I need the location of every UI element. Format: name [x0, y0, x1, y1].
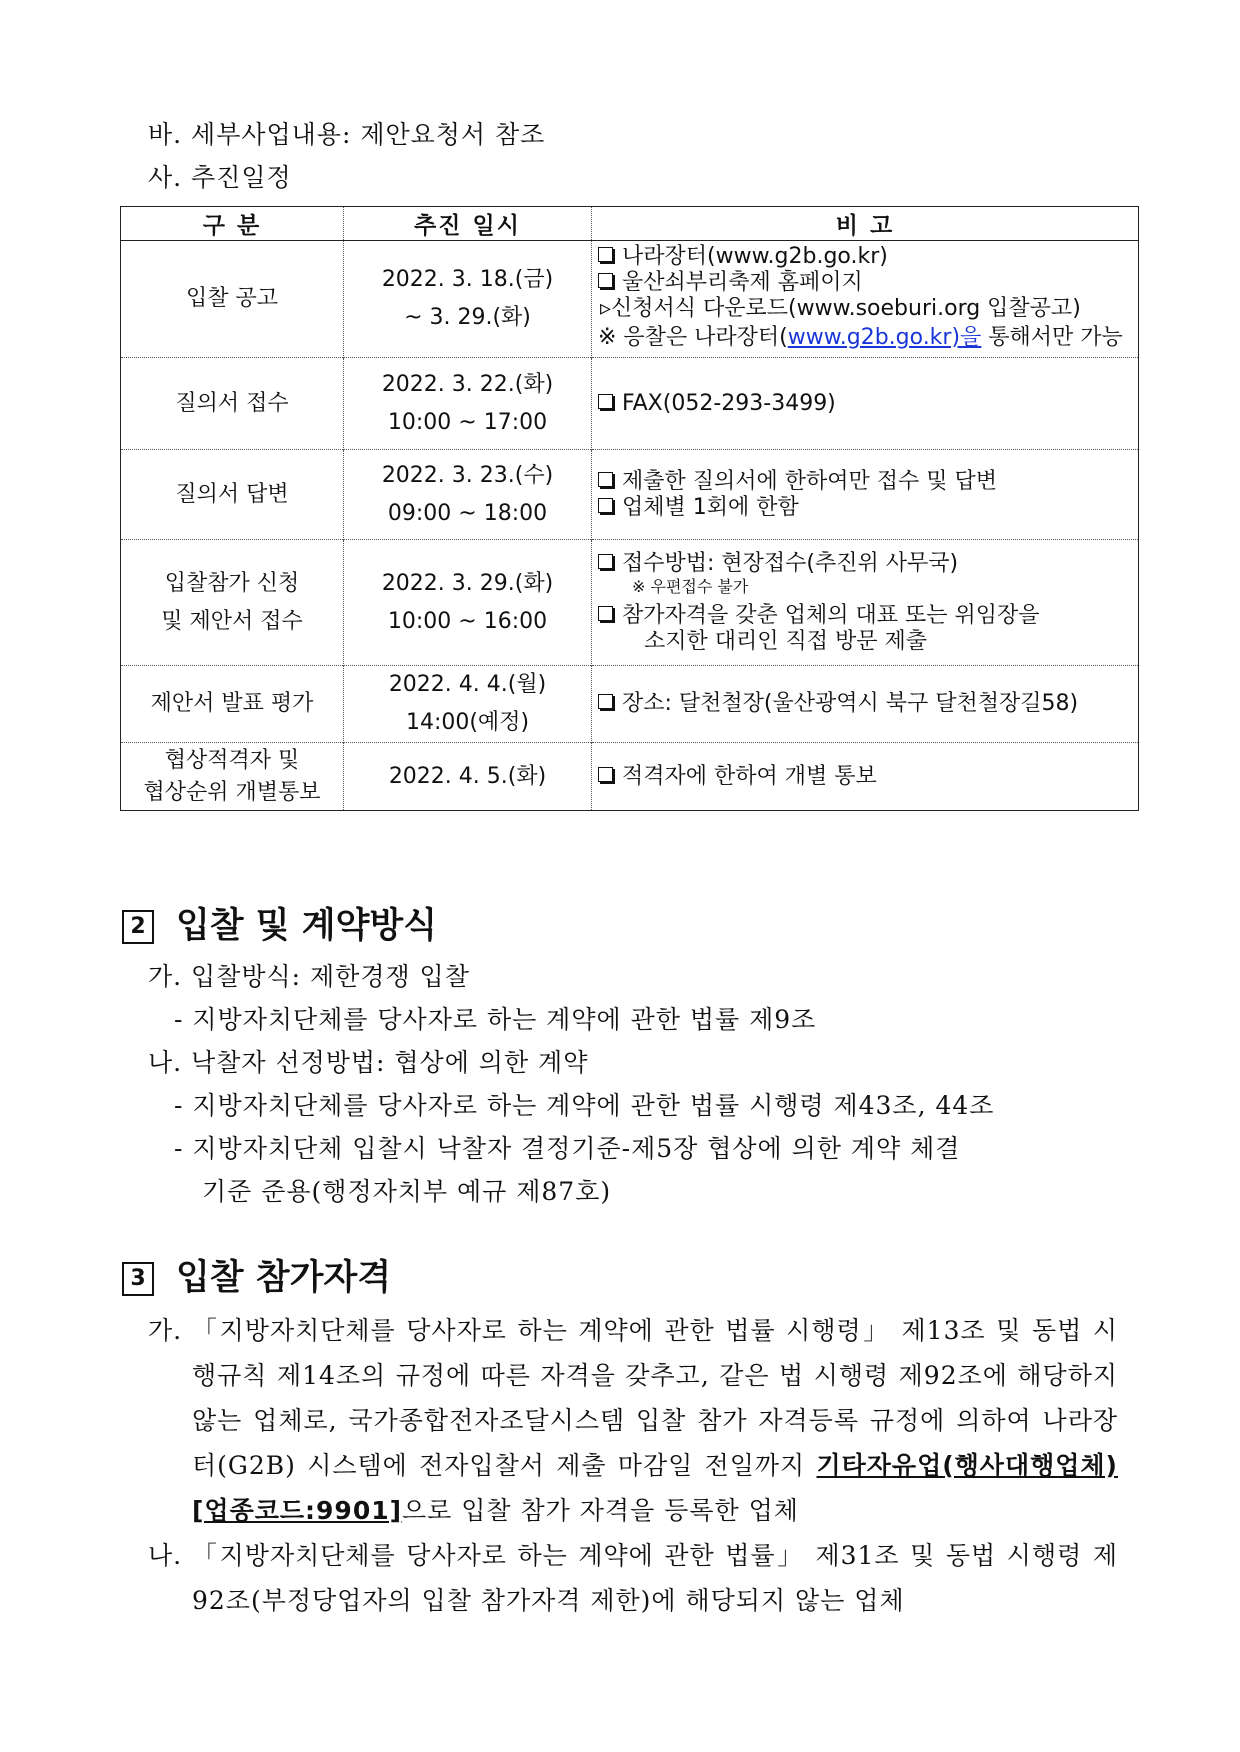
header-note: 비 고: [592, 207, 1139, 241]
date-line: 2022. 4. 4.(월): [388, 672, 547, 697]
section-title: 입찰 참가자격: [176, 1258, 392, 1298]
square-bullet-icon: [598, 694, 613, 709]
square-bullet-icon: [598, 247, 613, 262]
date-line: 10:00 ~ 16:00: [387, 608, 548, 634]
note-bullet: [598, 391, 1132, 417]
note-subnote: ※ 우편접수 불가: [632, 576, 749, 596]
table-row: [121, 540, 1139, 666]
section3-heading: [122, 1250, 391, 1300]
date-line: 14:00(예정): [405, 710, 530, 735]
note-remark: [598, 322, 1132, 354]
row-category: 질의서 답변: [121, 450, 344, 540]
note-text: FAX(052-293-3499): [622, 390, 836, 416]
row-note: [592, 450, 1139, 540]
note-bullet: [598, 603, 1132, 629]
row-note: [592, 241, 1139, 358]
remark-pre: ※ 응찰은 나라장터(: [598, 325, 788, 350]
row-note: [592, 540, 1139, 666]
date-line: 2022. 3. 23.(수): [381, 462, 554, 488]
note-bullet: [598, 691, 1132, 717]
row-date: [344, 540, 592, 666]
section-number-box: 3: [122, 1262, 154, 1296]
header-category: 구 분: [121, 207, 344, 241]
note-continuation: 소지한 대리인 직접 방문 제출: [644, 628, 927, 654]
table-row: [121, 743, 1139, 811]
section2-line: - 지방자치단체를 당사자로 하는 계약에 관한 법률 제9조: [174, 1005, 817, 1034]
row-date: [344, 450, 592, 540]
section2-line: 가. 입찰방식: 제한경쟁 입찰: [148, 962, 470, 991]
note-bullet: [598, 244, 1132, 270]
header-date: 추진 일시: [344, 207, 592, 241]
section-title: 입찰 및 계약방식: [176, 906, 438, 946]
row-category: 질의서 접수: [121, 358, 344, 450]
table-row: [121, 450, 1139, 540]
date-line: 2022. 4. 5.(화): [388, 763, 547, 789]
row-date: [344, 358, 592, 450]
note-text: 업체별 1회에 한함: [622, 494, 799, 520]
date-line: 2022. 3. 22.(화): [381, 371, 554, 397]
category-line: 협상적격자 및: [164, 747, 300, 773]
row-date: [344, 743, 592, 811]
note-text: 울산쇠부리축제 홈페이지: [622, 270, 863, 295]
row-date: [344, 241, 592, 358]
date-line: 2022. 3. 18.(금): [381, 267, 554, 292]
row-date: [344, 666, 592, 743]
row-note: [592, 743, 1139, 811]
date-line: 2022. 3. 29.(화): [381, 570, 554, 596]
item-tail: 으로 입찰 참가 자격을 등록한 업체: [402, 1496, 799, 1525]
note-bullet: [598, 270, 1132, 296]
row-category: [121, 540, 344, 666]
square-bullet-icon: [598, 498, 613, 513]
category-line: 및 제안서 접수: [161, 608, 303, 634]
square-bullet-icon: [598, 273, 613, 288]
item-body: 「지방자치단체를 당사자로 하는 계약에 관한 법률」 제31조 및 동법 시행령 제92조(부정당업자의 입찰 참가자격 제한)에 해당되지 않는 업체: [192, 1541, 1118, 1615]
remark-post: 통해서만 가능: [981, 325, 1123, 350]
section-number-box: 2: [122, 910, 154, 944]
item-ba: 바. 세부사업내용: 제안요청서 참조: [148, 120, 546, 149]
table-row: [121, 666, 1139, 743]
item-sa: 사. 추진일정: [148, 163, 292, 192]
table-row: [121, 241, 1139, 358]
category-line: 입찰참가 신청: [164, 570, 300, 596]
section2-line: 기준 준용(행정자치부 예규 제87호): [202, 1177, 612, 1206]
square-bullet-icon: [598, 554, 613, 569]
square-bullet-icon: [598, 767, 613, 782]
note-bullet: [598, 495, 1132, 521]
square-bullet-icon: [598, 394, 613, 409]
row-note: [592, 666, 1139, 743]
row-category: 제안서 발표 평가: [121, 666, 344, 743]
note-text: 제출한 질의서에 한하여만 접수 및 답변: [622, 468, 997, 494]
table-header-row: [121, 207, 1139, 241]
section2-heading: [122, 898, 437, 948]
square-bullet-icon: [598, 472, 613, 487]
g2b-link[interactable]: www.g2b.go.kr)을: [787, 325, 982, 350]
section2-line: - 지방자치단체를 당사자로 하는 계약에 관한 법률 시행령 제43조, 44조: [174, 1091, 995, 1120]
item-body: [192, 1308, 1118, 1533]
item-text: 「지방자치단체를 당사자로 하는 계약에 관한 법률 시행령」 제13조 및 동법 시행규칙 제14조의 규정에 따른 자격을 갖추고, 같은 법 시행령 제92조에 해당하지 않는 업체로, 국가종합전자조달시스템 입찰 참가 자격등록 규정에 의하여 나라장터(G2B) 시스템에 전자입찰서 제출 마감일 전일까지: [192, 1316, 1118, 1480]
note-bullet: [598, 764, 1132, 790]
item-lead: 나.: [148, 1541, 183, 1570]
note-download: ▹신청서식 다운로드(www.soeburi.org 입찰공고): [600, 296, 1081, 321]
date-line: 10:00 ~ 17:00: [387, 409, 548, 435]
item-lead: 가.: [148, 1316, 183, 1345]
note-text: 접수방법: 현장접수(추진위 사무국): [622, 550, 959, 576]
section3-item-ga: [148, 1308, 1118, 1533]
note-text: 나라장터(www.g2b.go.kr): [622, 244, 888, 269]
row-category: 입찰 공고: [121, 241, 344, 358]
note-bullet: [598, 551, 1132, 577]
business-code-emphasis: 기타자유업(행사대행업체)[업종코드:9901]: [192, 1451, 1118, 1525]
date-line: ~ 3. 29.(화): [404, 305, 531, 330]
section2-line: 나. 낙찰자 선정방법: 협상에 의한 계약: [148, 1048, 589, 1077]
category-line: 협상순위 개별통보: [143, 779, 321, 805]
date-line: 09:00 ~ 18:00: [387, 500, 548, 526]
square-bullet-icon: [598, 606, 613, 621]
row-note: [592, 358, 1139, 450]
row-category: [121, 743, 344, 811]
note-text: 장소: 달천철장(울산광역시 북구 달천철장길58): [622, 691, 1079, 716]
note-text: 적격자에 한하여 개별 통보: [622, 763, 877, 789]
table-row: [121, 358, 1139, 450]
note-text: 참가자격을 갖춘 업체의 대표 또는 위임장을: [622, 602, 1040, 628]
section3-item-na: [148, 1533, 1118, 1623]
schedule-table: [120, 206, 1139, 811]
note-bullet: [598, 469, 1132, 495]
section2-line: - 지방자치단체 입찰시 낙찰자 결정기준-제5장 협상에 의한 계약 체결: [174, 1134, 961, 1163]
